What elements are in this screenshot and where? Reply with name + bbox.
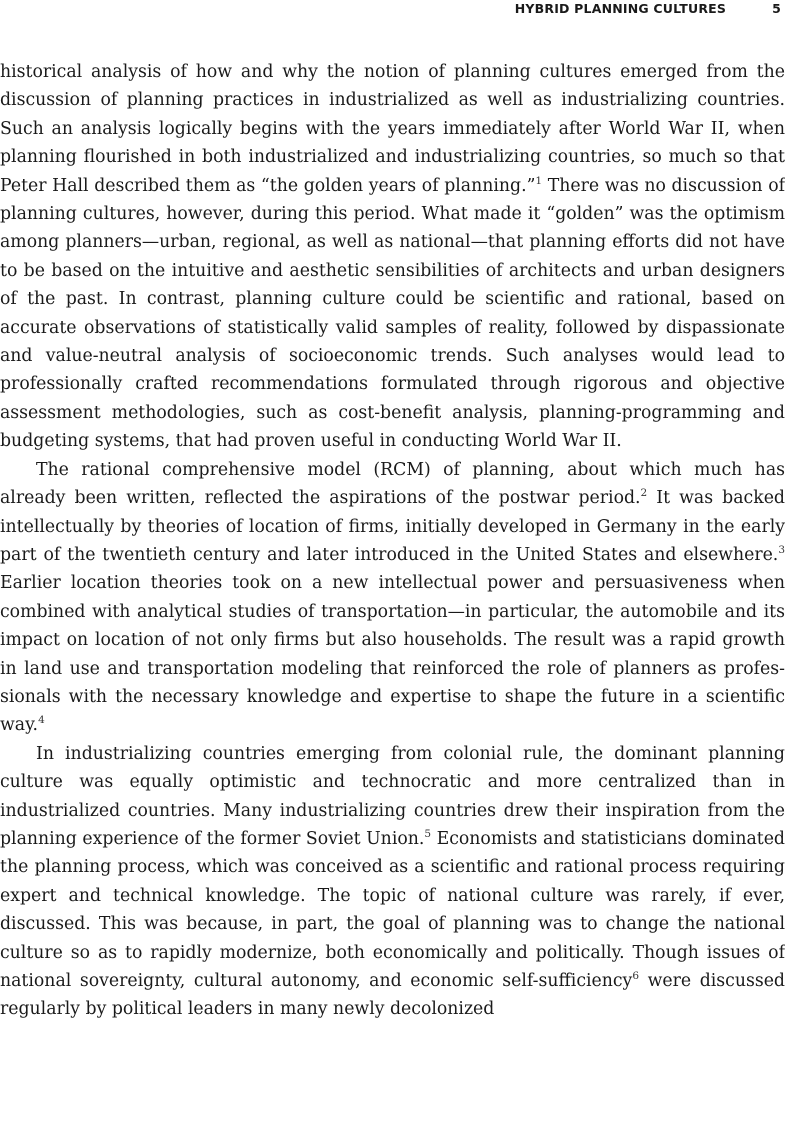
running-head bbox=[515, 0, 785, 16]
text-run: In industrializing countries emerging from colonial rule, the dominant planning culture was equally optimistic and technocratic and more centralized than in industrialized countries. Many industrializing countries drew their inspiration from the planning experience of the former Soviet Union. bbox=[0, 743, 785, 849]
text-run: historical analysis of how and why the notion of planning cultures emerged from the discussion of planning practices in industrialized as well as industrializing countries. Such an analysis logically begins with the years immediately after World War II, when planning flourished in both industrialized and industrializing countries, so much so that Peter Hall described them as “the golden years of planning.” bbox=[0, 62, 785, 196]
footnote-ref: 3 bbox=[778, 544, 785, 557]
text-run: Earlier location theories took on a new intellectual power and persuasiveness when combined with analytical studies of transportation—in particular, the automobile and its impact on location of not only firms but also households. The result was a rapid growth in land use and transportation modeling that reinforced the role of planners as professionals with the necessary knowledge and expertise to shape the future in a scientific way. bbox=[0, 573, 785, 736]
footnote-ref: 4 bbox=[38, 714, 45, 727]
page-number: 5 bbox=[772, 0, 781, 16]
text-run: were discussed regularly by political leaders in many newly decolonized bbox=[0, 971, 785, 1020]
footnote-ref: 1 bbox=[535, 174, 543, 187]
running-head-title: HYBRID PLANNING CULTURES bbox=[514, 0, 727, 16]
body-text bbox=[0, 58, 785, 1024]
text-run: The rational comprehensive model (RCM) of planning, about which much has already been written, reflected the aspirations of the postwar period. bbox=[0, 459, 785, 509]
paragraph bbox=[0, 456, 785, 740]
footnote-ref: 2 bbox=[640, 487, 648, 500]
text-run: There was no discussion of planning cultures, however, during this period. What made it “golden” was the optimism among planners—urban, regional, as well as national—that planning efforts did not have to be based on the intuitive and aesthetic sensibilities of architects and urban designers of the past. In contrast, planning culture could be scientific and rational, based on accurate observations of statistically valid samples of reality, followed by dispassionate and value-neutral analysis of socioeconomic trends. Such analyses would lead to professionally crafted recommendations formulated through rigorous and objective assessment methodologies, such as cost-benefit analysis, planning-programming and budgeting systems, that had proven useful in conducting World War II. bbox=[0, 175, 785, 452]
paragraph bbox=[0, 740, 785, 1024]
paragraph bbox=[0, 58, 785, 456]
footnote-ref: 6 bbox=[632, 970, 640, 983]
footnote-ref: 5 bbox=[424, 828, 432, 841]
text-run: It was backed intellectually by theories of location of firms, initially developed in Germany in the early part of the twentieth century and later introduced in the United States and elsewhere. bbox=[0, 488, 785, 565]
text-run: Economists and statisticians dominated the planning process, which was conceived as a scientific and rational process requiring expert and technical knowledge. The topic of national culture was rarely, if ever, discussed. This was because, in part, the goal of planning was to change the national culture so as to rapidly modernize, both economically and politically. Though issues of national sovereignty, cultural autonomy, and economic self-sufficiency bbox=[0, 828, 785, 991]
